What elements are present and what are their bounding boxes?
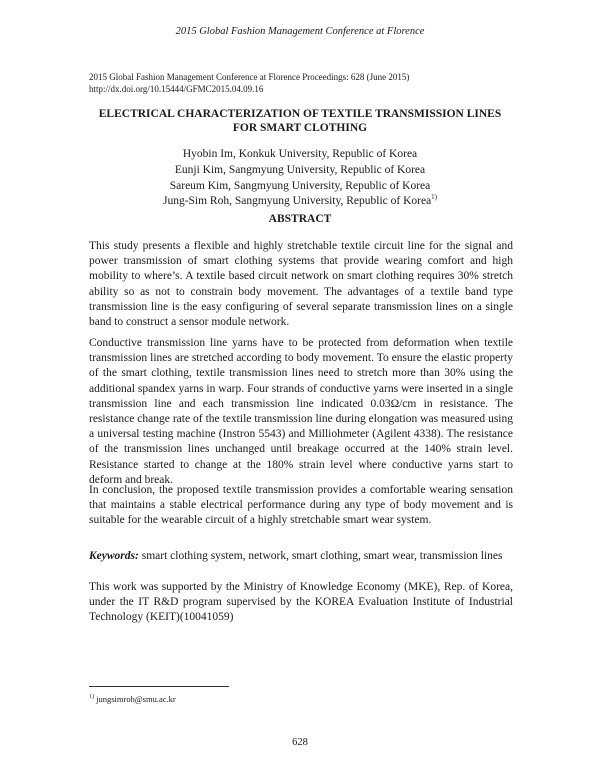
keywords (89, 549, 513, 564)
proceedings-info (89, 72, 409, 95)
doi-link[interactable]: http://dx.doi.org/10.15444/GFMC2015.04.09.16 (89, 83, 264, 94)
author-list (60, 147, 540, 210)
author-1: Hyobin Im, Konkuk University, Republic of Korea (182, 148, 418, 160)
proceedings-citation: 2015 Global Fashion Management Conference at Florence Proceedings: 628 (June 2015) (89, 72, 410, 82)
paper-title-line-2: FOR SMART CLOTHING (232, 122, 368, 134)
author-3: Sareum Kim, Sangmyung University, Republic of Korea (169, 179, 431, 192)
paper-title (60, 107, 540, 135)
author-4 (60, 194, 540, 210)
author-2: Eunji Kim, Sangmyung University, Republic of Korea (174, 163, 426, 176)
page-number: 628 (292, 737, 308, 748)
footnote-rule (89, 686, 229, 687)
author-4-text: Jung-Sim Roh, Sangmyung University, Republic of Korea (162, 195, 432, 208)
acknowledgement: This work was supported by the Ministry of Knowledge Economy (MKE), Rep. of Korea, under the IT R&D program supervised by the KOREA Evaluation Institute of Industrial Technology (KEIT)(10041059) (89, 581, 513, 624)
keywords-label: Keywords: (89, 550, 139, 562)
running-head: 2015 Global Fashion Management Conference at Florence (175, 26, 425, 37)
author-footnote-mark: 1) (431, 193, 438, 202)
abstract-paragraph-3: In conclusion, the proposed textile transmission provides a comfortable wearing sensation that maintains a stable electrical performance during any type of body movement and is suitable for the wearable circuit of a highly stretchable smart wear system. (89, 484, 513, 527)
paper-title-line-1: ELECTRICAL CHARACTERIZATION OF TEXTILE TRANSMISSION LINES (98, 108, 502, 120)
abstract-heading: ABSTRACT (268, 213, 332, 225)
footnote-mark: 1) (89, 694, 94, 701)
footnote (89, 694, 176, 704)
keywords-text: smart clothing system, network, smart clothing, smart wear, transmission lines (138, 550, 503, 562)
abstract-paragraph-2: Conductive transmission line yarns have to be protected from deformation when textile transmission lines are stretched according to body movement. To ensure the elastic property of the smart clothing, textile transmission lines need to stretch more than 30% using the additional spandex yarns in warp. Four strands of conductive yarns were inserted in a single transmission line and each transmission line indicated 0.03Ω/cm in resistance. The resistance change rate of the textile transmission line during elongation was measured using a universal testing machine (Instron 5543) and Milliohmeter (Agilent 4338). The resistance of the transmission lines unchanged until breakage occurred at the 140% strain level. Resistance started to change at the 180% strain level where conductive yarns start to deform and break. (89, 337, 513, 486)
abstract-paragraph-1: This study presents a flexible and highly stretchable textile circuit line for the signal and power transmission of smart clothing systems that provide wearing comfort and high mobility to where’s. A textile based circuit network on smart clothing requires 30% stretch ability so as not to constrain body movement. The advantages of a textile band type transmission line is the easy configuring of several separate transmission lines on a single band to construct a sensor module network. (89, 240, 513, 329)
footnote-email[interactable]: jungsimroh@smu.ac.kr (94, 694, 176, 704)
